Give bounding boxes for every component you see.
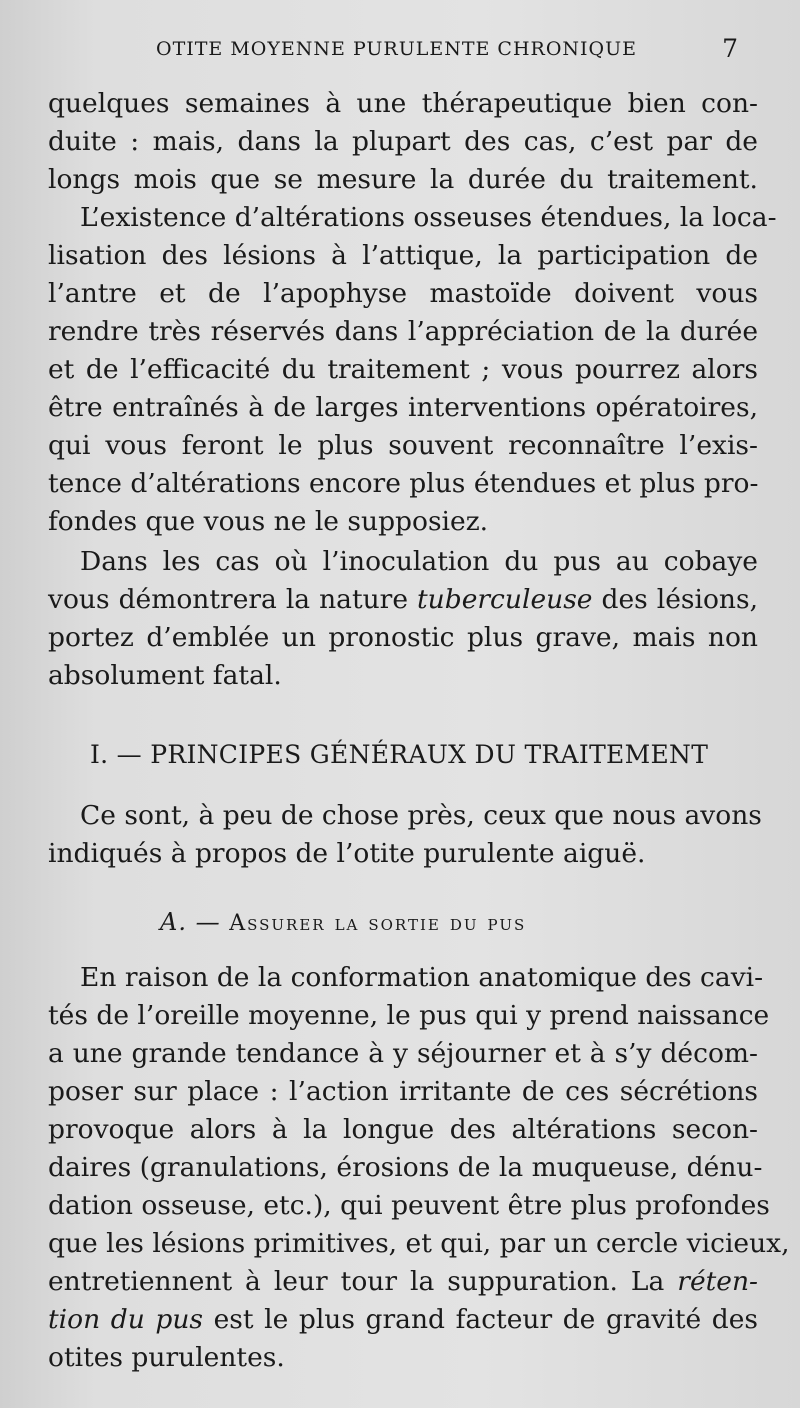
running-head (0, 34, 800, 64)
text-line: duite : mais, dans la plupart des cas, c’est par de (48, 126, 758, 157)
page-number: 7 (722, 34, 738, 63)
italic-term: tion du pus (48, 1304, 203, 1335)
text-line: rendre très réservés dans l’appréciation de la durée (48, 316, 758, 347)
text-line: En raison de la conformation anatomique des cavi- (80, 962, 764, 993)
text-line: portez d’emblée un pronostic plus grave, mais non (48, 622, 758, 653)
text-line: tés de l’oreille moyenne, le pus qui y prend naissance (48, 1000, 770, 1031)
text-line: tence d’altérations encore plus étendues et plus pro- (48, 468, 759, 499)
italic-term: tuberculeuse (417, 584, 593, 615)
text-line: indiqués à propos de l’otite purulente aiguë. (48, 838, 646, 869)
text-line: et de l’efficacité du traitement ; vous pourrez alors (48, 354, 758, 385)
text-line: entretiennent à leur tour la suppuration. La réten- (48, 1266, 758, 1297)
text-line: longs mois que se mesure la durée du traitement. (48, 164, 758, 195)
text-line: dation osseuse, etc.), qui peuvent être plus profondes (48, 1190, 770, 1221)
text-line: tion du pus est le plus grand facteur de gravité des (48, 1304, 758, 1335)
text-line: Dans les cas où l’inoculation du pus au cobaye (80, 546, 758, 577)
text-line: daires (granulations, érosions de la muqueuse, dénu- (48, 1152, 763, 1183)
text-line: a une grande tendance à y séjourner et à s’y décom- (48, 1038, 758, 1069)
section-heading: I. — PRINCIPES GÉNÉRAUX DU TRAITEMENT (90, 740, 709, 769)
text-line: qui vous feront le plus souvent reconnaître l’exis- (48, 430, 758, 461)
text-line: absolument fatal. (48, 660, 282, 691)
italic-term: réten- (677, 1266, 758, 1297)
text-line: fondes que vous ne le supposiez. (48, 506, 489, 537)
text-line: être entraînés à de larges interventions opératoires, (48, 392, 758, 423)
text-line: que les lésions primitives, et qui, par un cercle vicieux, (48, 1228, 790, 1259)
text-line: quelques semaines à une thérapeutique bien con- (48, 88, 758, 119)
text-line: l’antre et de l’apophyse mastoïde doivent vous (48, 278, 758, 309)
text-line: lisation des lésions à l’attique, la participation de (48, 240, 758, 271)
text-line: otites purulentes. (48, 1342, 285, 1373)
subsection-heading: A. — Assurer la sortie du pus (160, 908, 527, 936)
text-line: Ce sont, à peu de chose près, ceux que nous avons (80, 800, 762, 831)
running-title: OTITE MOYENNE PURULENTE CHRONIQUE (156, 38, 637, 60)
text-line: L’existence d’altérations osseuses étendues, la loca- (80, 202, 777, 233)
text-line: provoque alors à la longue des altérations secon- (48, 1114, 758, 1145)
text-line: poser sur place : l’action irritante de ces sécrétions (48, 1076, 758, 1107)
text-line: vous démontrera la nature tuberculeuse des lésions, (48, 584, 758, 615)
